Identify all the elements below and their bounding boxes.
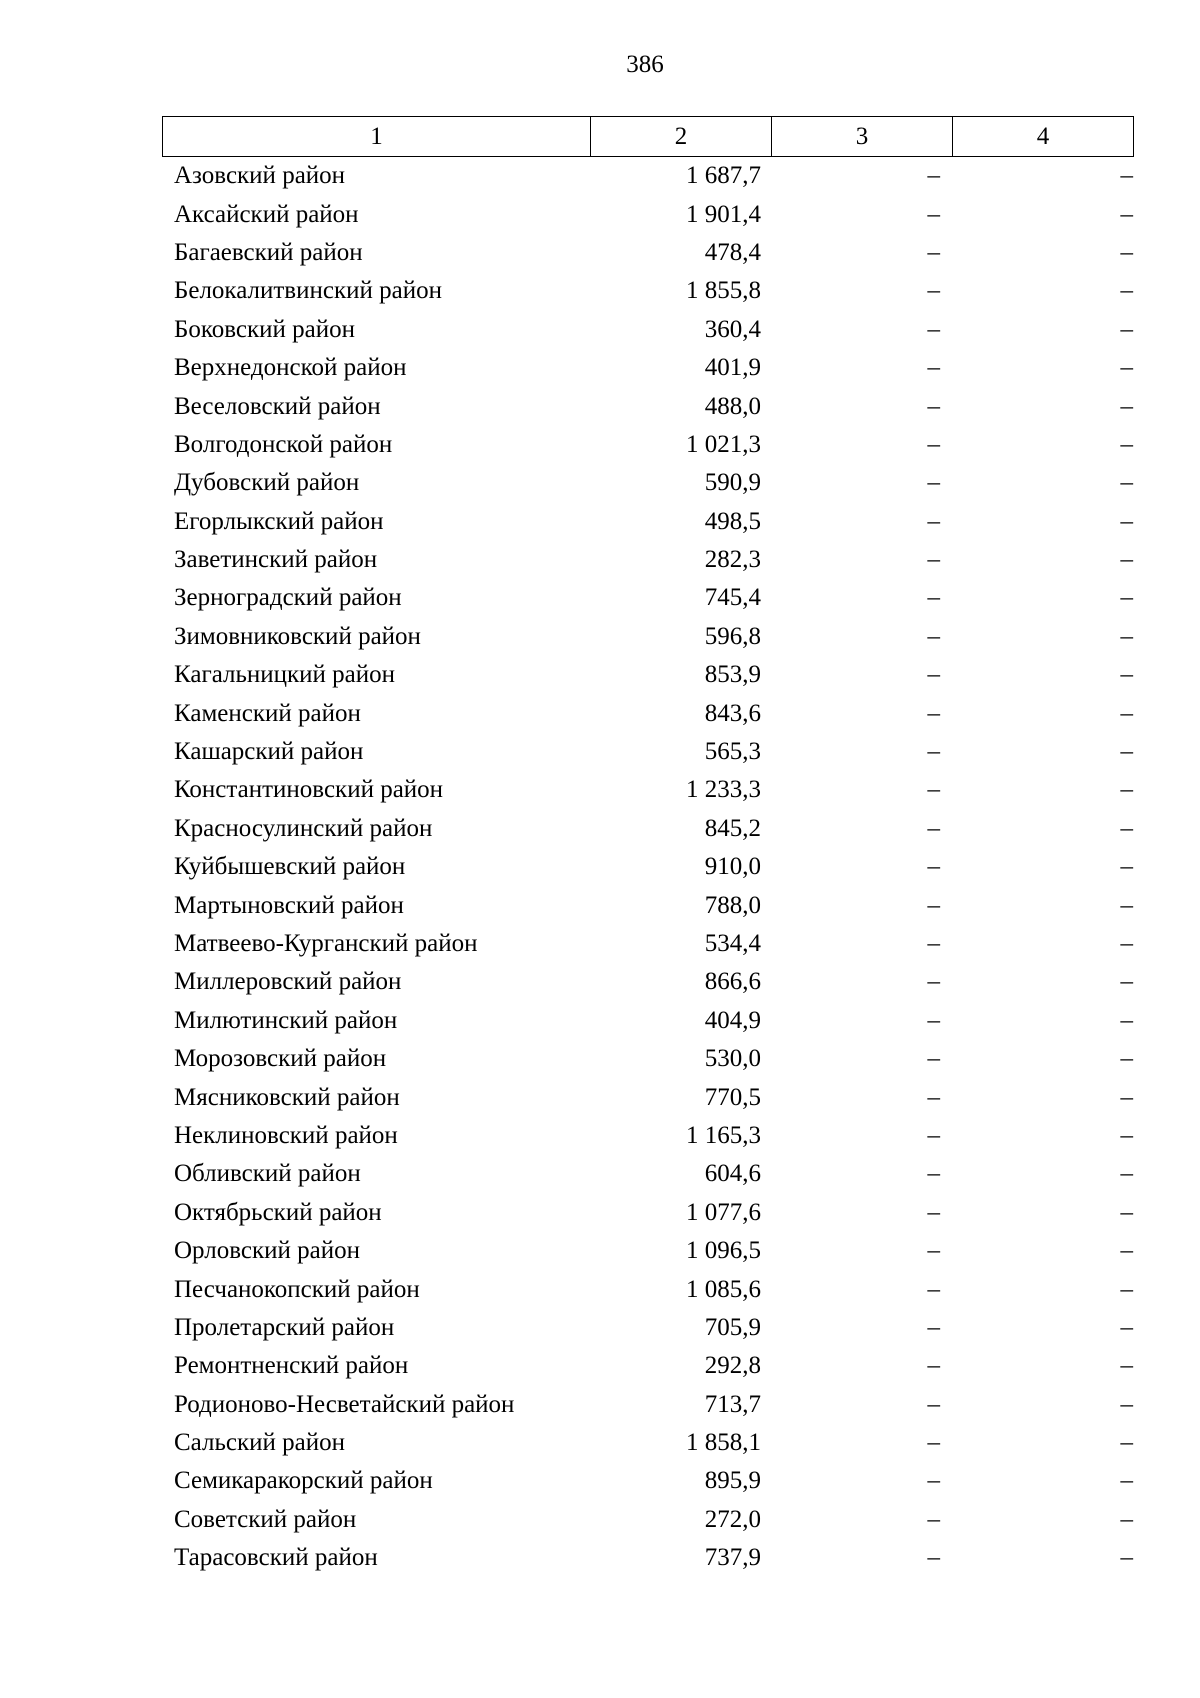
value-col-4: –: [1120, 1160, 1133, 1188]
value-col-4: –: [1120, 776, 1133, 804]
value-col-4: –: [1120, 891, 1133, 919]
district-name: Неклиновский район: [174, 1121, 398, 1149]
value-col-4: –: [1120, 1275, 1133, 1303]
value-col-2: 713,7: [704, 1390, 761, 1418]
value-col-3: –: [927, 699, 940, 727]
district-name: Азовский район: [174, 162, 346, 190]
table-row: [162, 1270, 1133, 1308]
value-col-3: –: [927, 430, 940, 458]
table-row: [162, 195, 1133, 233]
district-name: Заветинский район: [174, 546, 378, 574]
value-col-4: –: [1120, 1467, 1133, 1495]
table-row: [162, 1539, 1133, 1577]
district-name: Белокалитвинский район: [174, 277, 442, 305]
district-name: Песчанокопский район: [174, 1275, 420, 1303]
value-col-4: –: [1120, 1045, 1133, 1073]
district-name: Сальский район: [174, 1429, 345, 1457]
table-row: [162, 311, 1133, 349]
table-row: [162, 426, 1133, 464]
district-name: Пролетарский район: [174, 1313, 395, 1341]
value-col-2: 604,6: [704, 1160, 761, 1188]
table-row: [162, 694, 1133, 732]
value-col-3: –: [927, 354, 940, 382]
table-row: [162, 810, 1133, 848]
value-col-4: –: [1120, 392, 1133, 420]
table-row: [162, 1078, 1133, 1116]
table-row: [162, 157, 1133, 195]
value-col-3: –: [927, 315, 940, 343]
table-row: [162, 886, 1133, 924]
value-col-2: 565,3: [704, 738, 761, 766]
value-col-2: 1 233,3: [686, 776, 761, 804]
value-col-3: –: [927, 1275, 940, 1303]
value-col-3: –: [927, 1505, 940, 1533]
district-table-body: [162, 157, 1133, 1577]
value-col-2: 843,6: [704, 699, 761, 727]
value-col-2: 1 855,8: [686, 277, 761, 305]
value-col-2: 478,4: [704, 238, 761, 266]
value-col-4: –: [1120, 469, 1133, 497]
table-row: [162, 1309, 1133, 1347]
value-col-3: –: [927, 1083, 940, 1111]
table-row: [162, 503, 1133, 541]
value-col-2: 770,5: [704, 1083, 761, 1111]
value-col-2: 705,9: [704, 1313, 761, 1341]
district-name: Мартыновский район: [174, 891, 404, 919]
district-name: Красносулинский район: [174, 814, 433, 842]
table-row: [162, 1386, 1133, 1424]
value-col-2: 1 901,4: [686, 200, 761, 228]
table-row: [162, 1117, 1133, 1155]
header-row: [163, 117, 1134, 157]
table-row: [162, 579, 1133, 617]
value-col-2: 845,2: [704, 814, 761, 842]
district-name: Родионово-Несветайский район: [174, 1390, 515, 1418]
table-row: [162, 848, 1133, 886]
value-col-4: –: [1120, 1505, 1133, 1533]
value-col-4: –: [1120, 1121, 1133, 1149]
value-col-2: 853,9: [704, 661, 761, 689]
district-name: Кагальницкий район: [174, 661, 396, 689]
value-col-3: –: [927, 200, 940, 228]
value-col-4: –: [1120, 1237, 1133, 1265]
district-name: Семикаракорский район: [174, 1467, 433, 1495]
value-col-4: –: [1120, 1198, 1133, 1226]
district-name: Обливский район: [174, 1160, 361, 1188]
value-col-4: –: [1120, 1006, 1133, 1034]
value-col-2: 292,8: [704, 1352, 761, 1380]
value-col-4: –: [1120, 1313, 1133, 1341]
value-col-3: –: [927, 661, 940, 689]
table-row: [162, 618, 1133, 656]
value-col-3: –: [927, 891, 940, 919]
value-col-2: 1 085,6: [686, 1275, 761, 1303]
column-number-header: [162, 116, 1134, 157]
value-col-4: –: [1120, 1083, 1133, 1111]
table-row: [162, 349, 1133, 387]
district-name: Боковский район: [174, 315, 355, 343]
value-col-3: –: [927, 162, 940, 190]
value-col-4: –: [1120, 1429, 1133, 1457]
value-col-4: –: [1120, 968, 1133, 996]
value-col-4: –: [1120, 238, 1133, 266]
value-col-3: –: [927, 1544, 940, 1572]
table-row: [162, 541, 1133, 579]
value-col-4: –: [1120, 622, 1133, 650]
district-name: Миллеровский район: [174, 968, 402, 996]
district-name: Ремонтненский район: [174, 1352, 409, 1380]
value-col-2: 498,5: [704, 507, 761, 535]
value-col-2: 1 165,3: [686, 1121, 761, 1149]
table-row: [162, 234, 1133, 272]
value-col-2: 1 858,1: [686, 1429, 761, 1457]
value-col-3: –: [927, 1467, 940, 1495]
value-col-4: –: [1120, 200, 1133, 228]
value-col-2: 1 077,6: [686, 1198, 761, 1226]
value-col-3: –: [927, 776, 940, 804]
table-row: [162, 656, 1133, 694]
value-col-3: –: [927, 277, 940, 305]
value-col-3: –: [927, 1045, 940, 1073]
value-col-4: –: [1120, 1390, 1133, 1418]
district-name: Егорлыкский район: [174, 507, 384, 535]
value-col-3: –: [927, 814, 940, 842]
district-name: Веселовский район: [174, 392, 381, 420]
value-col-3: –: [927, 930, 940, 957]
value-col-3: –: [927, 1006, 940, 1034]
value-col-3: –: [927, 546, 940, 574]
table-row: [162, 1501, 1133, 1539]
value-col-2: 596,8: [704, 622, 761, 650]
value-col-2: 272,0: [704, 1505, 761, 1533]
table-row: [162, 272, 1133, 310]
table-row: [162, 1424, 1133, 1462]
value-col-3: –: [927, 507, 940, 535]
header-col-1: 1: [163, 117, 591, 157]
value-col-3: –: [927, 622, 940, 650]
value-col-4: –: [1120, 661, 1133, 689]
value-col-2: 895,9: [704, 1467, 761, 1495]
district-name: Октябрьский район: [174, 1198, 382, 1226]
table-row: [162, 1347, 1133, 1385]
value-col-2: 788,0: [704, 891, 761, 919]
value-col-4: –: [1120, 584, 1133, 612]
district-name: Волгодонской район: [174, 430, 393, 458]
value-col-4: –: [1120, 699, 1133, 727]
value-col-2: 1 687,7: [686, 162, 761, 190]
district-name: Мясниковский район: [174, 1083, 400, 1111]
value-col-2: 866,6: [704, 968, 761, 996]
district-name: Каменский район: [174, 699, 361, 727]
district-name: Тарасовский район: [174, 1544, 378, 1572]
district-name: Милютинский район: [174, 1006, 398, 1034]
value-col-3: –: [927, 853, 940, 881]
table-row: [162, 1155, 1133, 1193]
value-col-2: 488,0: [704, 392, 761, 420]
district-name: Матвеево-Курганский район: [174, 930, 478, 957]
value-col-4: –: [1120, 930, 1133, 957]
table-row: [162, 1194, 1133, 1232]
value-col-3: –: [927, 1121, 940, 1149]
value-col-2: 910,0: [704, 853, 761, 881]
value-col-2: 360,4: [704, 315, 761, 343]
value-col-3: –: [927, 1313, 940, 1341]
value-col-3: –: [927, 392, 940, 420]
table-row: [162, 963, 1133, 1001]
table-row: [162, 771, 1133, 809]
value-col-2: 590,9: [704, 469, 761, 497]
table-row: [162, 387, 1133, 425]
header-col-3: 3: [772, 117, 953, 157]
value-col-3: –: [927, 1390, 940, 1418]
district-name: Морозовский район: [174, 1045, 387, 1073]
district-name: Орловский район: [174, 1237, 360, 1265]
district-name: Константиновский район: [174, 776, 444, 804]
value-col-2: 530,0: [704, 1045, 761, 1073]
value-col-2: 401,9: [704, 354, 761, 382]
value-col-4: –: [1120, 546, 1133, 574]
table-row: [162, 1040, 1133, 1078]
value-col-2: 1 096,5: [686, 1237, 761, 1265]
header-col-2: 2: [591, 117, 772, 157]
district-name: Багаевский район: [174, 238, 363, 266]
value-col-3: –: [927, 1429, 940, 1457]
table-row: [162, 1462, 1133, 1500]
value-col-4: –: [1120, 1352, 1133, 1380]
district-name: Советский район: [174, 1505, 357, 1533]
value-col-4: –: [1120, 354, 1133, 382]
district-name: Кашарский район: [174, 738, 364, 766]
value-col-4: –: [1120, 1544, 1133, 1572]
page-number: 386: [626, 51, 664, 78]
table-row: [162, 733, 1133, 771]
value-col-2: 745,4: [704, 584, 761, 612]
value-col-4: –: [1120, 738, 1133, 766]
value-col-4: –: [1120, 277, 1133, 305]
district-name: Зимовниковский район: [174, 622, 421, 650]
value-col-4: –: [1120, 507, 1133, 535]
value-col-4: –: [1120, 430, 1133, 458]
value-col-4: –: [1120, 814, 1133, 842]
value-col-3: –: [927, 968, 940, 996]
value-col-4: –: [1120, 162, 1133, 190]
table-row: [162, 1002, 1133, 1040]
value-col-3: –: [927, 738, 940, 766]
value-col-2: 404,9: [704, 1006, 761, 1034]
value-col-4: –: [1120, 315, 1133, 343]
table-row: [162, 464, 1133, 502]
value-col-3: –: [927, 1198, 940, 1226]
district-name: Дубовский район: [174, 469, 360, 497]
district-name: Зерноградский район: [174, 584, 402, 612]
table-row: [162, 925, 1133, 963]
value-col-3: –: [927, 584, 940, 612]
value-col-3: –: [927, 1352, 940, 1380]
district-name: Куйбышевский район: [174, 853, 406, 881]
header-col-4: 4: [953, 117, 1134, 157]
table-row: [162, 1232, 1133, 1270]
value-col-4: –: [1120, 853, 1133, 881]
value-col-2: 737,9: [704, 1544, 761, 1572]
district-name: Верхнедонской район: [174, 354, 407, 382]
district-name: Аксайский район: [174, 200, 359, 228]
value-col-3: –: [927, 1237, 940, 1265]
value-col-2: 282,3: [704, 546, 761, 574]
value-col-3: –: [927, 238, 940, 266]
value-col-3: –: [927, 1160, 940, 1188]
value-col-3: –: [927, 469, 940, 497]
value-col-2: 534,4: [704, 930, 761, 957]
value-col-2: 1 021,3: [686, 430, 761, 458]
